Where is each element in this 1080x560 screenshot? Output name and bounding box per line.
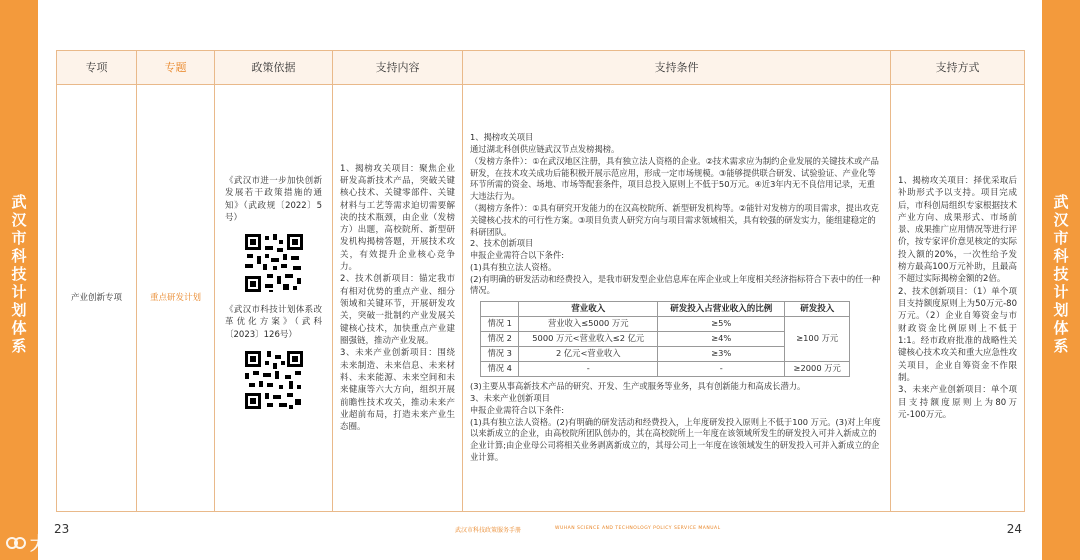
header-topic: 专题	[137, 51, 215, 85]
header-program: 专项	[57, 51, 137, 85]
program-cell	[57, 85, 137, 512]
criteria-revenue: 5000 万元<营业收入≤2 亿元	[519, 332, 658, 347]
criteria-ratio: ≥3%	[658, 347, 785, 362]
right-side-tab-label: 武汉市科技计划体系	[1051, 194, 1070, 356]
support-content-2: 2、技术创新项目：锚定我市有相对优势的重点产业、细分领域和关键环节，开展研发攻关，突破一批制约产业发展关键核心技术，加快重点产业建圈强链，推动产业发展。	[340, 274, 455, 346]
topic-name: 重点研发计划	[149, 292, 201, 303]
criteria-case: 情况 1	[481, 317, 519, 332]
watermark-logo-icon	[6, 534, 26, 552]
manual-title-en: WUHAN SCIENCE AND TECHNOLOGY POLICY SERVICE MANUAL	[555, 526, 721, 531]
watermark-text: 大数跨境	[30, 534, 102, 555]
criteria-row	[481, 362, 850, 377]
topic-cell	[137, 85, 215, 512]
criteria-investment: ≥2000 万元	[785, 362, 850, 377]
support-content-3: 3、未来产业创新项目：围绕未来制造、未来信息、未来材料、未来能源、未来空间和未来健康等六大方向，组织开展前瞻性技术攻关，推动未来产业超前布局，打造未来产业生态圈。	[340, 348, 455, 433]
condition-line: （发榜方条件）：①在武汉地区注册，具有独立法人资格的企业。②技术需求应为制约企业发展的关键技术或产品研发，在技术攻关成功后能积极开展示范应用，形成一定市场规模。③能够提供联合研发、试验验证、产业化等环节所需的资金、场地、市场等配套条件，项目总投入原则上不低于50万元。④近3年内无不良信用记录，无重大违法行为。	[470, 155, 879, 202]
criteria-case: 情况 3	[481, 347, 519, 362]
policy-basis-2: 《武汉市科技计划体系改革优化方案》（武科〔2023〕126号）	[225, 305, 322, 340]
support-method-1: 1、揭榜攻关项目：择优采取后补助形式予以支持。项目完成后，市科创局组织专家根据技术产业方向、成果形式、市场前景、成果推广应用情况等进行评价，按专家评价意见核定的实际投入额的20%，一次性给予发榜方最高100万元补助，且最高不超过实际揭榜金额的2倍。	[898, 175, 1018, 285]
criteria-revenue: 营业收入≤5000 万元	[519, 317, 658, 332]
condition-line: （揭榜方条件）：①具有研究开发能力的在汉高校院所、新型研发机构等。②能针对发榜方的项目需求，提出攻克关键核心技术的可行性方案。③项目负责人研究方向与项目需求领域相关，具有较强的研发实力，能组建稳定的科研团队。	[470, 202, 879, 237]
header-support-content: 支持内容	[333, 51, 463, 85]
table-header-row	[57, 51, 1025, 85]
criteria-case: 情况 4	[481, 362, 519, 377]
condition-line: (3)主要从事高新技术产品的研究、开发、生产或服务等业务，具有创新能力和高成长潜力。	[470, 381, 806, 392]
criteria-revenue: -	[519, 362, 658, 377]
header-support-conditions: 支持条件	[463, 51, 891, 85]
criteria-table	[480, 301, 850, 377]
qr-code-1-graphic	[243, 232, 305, 294]
condition-line: (1)具有独立法人资格。	[470, 261, 557, 272]
qr-code-1	[243, 232, 305, 294]
policy-table	[56, 50, 1025, 512]
page-number-left: 23	[54, 522, 70, 536]
support-conditions-cell	[463, 85, 891, 512]
criteria-header-ratio: 研发投入占营业收入的比例	[658, 302, 785, 317]
support-method-2: 2、技术创新项目：（1）单个项目支持额度原则上为50万元-80万元。（2）企业自筹资金与市财政资金比例原则上不低于1:1。经市政府批准的战略性关键核心技术攻关和重大应急性攻关项目，企业自筹资金不作限制。	[898, 286, 1018, 383]
condition-line: 申报企业需符合以下条件:	[470, 404, 565, 415]
condition-line: 1、揭榜攻关项目	[470, 132, 534, 143]
header-support-method: 支持方式	[891, 51, 1025, 85]
criteria-ratio: ≥5%	[658, 317, 785, 332]
criteria-row	[481, 317, 850, 332]
support-method-3: 3、未来产业创新项目：单个项目支持额度原则上为80万元-100万元。	[898, 385, 1017, 420]
condition-line: 申报企业需符合以下条件:	[470, 250, 565, 261]
qr-code-2	[243, 349, 305, 411]
condition-line: 3、未来产业创新项目	[470, 393, 550, 404]
policy-basis-1: 《武汉市进一步加快创新发展若干政策措施的通知》（武政规〔2022〕5号）	[225, 175, 322, 223]
condition-line: 2、技术创新项目	[470, 238, 534, 249]
criteria-header-row	[481, 302, 850, 317]
criteria-investment-merged: ≥100 万元	[785, 317, 850, 362]
watermark	[6, 530, 102, 556]
criteria-header-revenue: 营业收入	[519, 302, 658, 317]
policy-basis-cell	[215, 85, 333, 512]
criteria-revenue: 2 亿元<营业收入	[519, 347, 658, 362]
criteria-ratio: ≥4%	[658, 332, 785, 347]
qr-code-2-graphic	[243, 349, 305, 411]
criteria-header-investment: 研发投入	[785, 302, 850, 317]
support-method-cell	[891, 85, 1025, 512]
criteria-header-case	[481, 302, 519, 317]
support-content-cell	[333, 85, 463, 512]
left-side-tab	[0, 170, 38, 380]
criteria-case: 情况 2	[481, 332, 519, 347]
left-side-tab-label: 武汉市科技计划体系	[9, 194, 28, 356]
header-policy-basis: 政策依据	[215, 51, 333, 85]
right-side-tab	[1042, 170, 1080, 380]
condition-line: (2)有明确的研发活动和经费投入，是我市研发型企业信息库在库企业或上年度相关经济指标符合下表中的任一种情况。	[470, 273, 881, 296]
program-name: 产业创新专项	[70, 292, 122, 303]
manual-title-cn: 武汉市科技政策服务手册	[455, 527, 522, 534]
condition-line: (1)具有独立法人资格。(2)有明确的研发活动和经费投入，上年度研发投入原则上不低于100 万元。(3)对上年度以来新成立的企业，由高校院所团队创办的，其在高校院所上一年度在该领域所发生的研发投入可并入新成立的企业计算;由企业母公司将相关业务剥离新成立的，其母公司上一年度在该领域发生的研发投入可并入新成立的企业计算。	[470, 416, 881, 462]
condition-line: 通过湖北科创供应链武汉节点发榜揭榜。	[470, 144, 620, 155]
support-content-1: 1、揭榜攻关项目：聚焦企业研发高新技术产品，突破关键核心技术、关键零部件、关键材料与工艺等需求迫切需要解决的技术瓶颈，由企业（发榜方）出题，高校院所、新型研发机构揭榜答题，开展技术攻关，有效提升企业核心竞争力。	[340, 163, 455, 273]
table-row	[57, 85, 1025, 512]
criteria-ratio: -	[658, 362, 785, 377]
page-number-right: 24	[1006, 522, 1022, 536]
